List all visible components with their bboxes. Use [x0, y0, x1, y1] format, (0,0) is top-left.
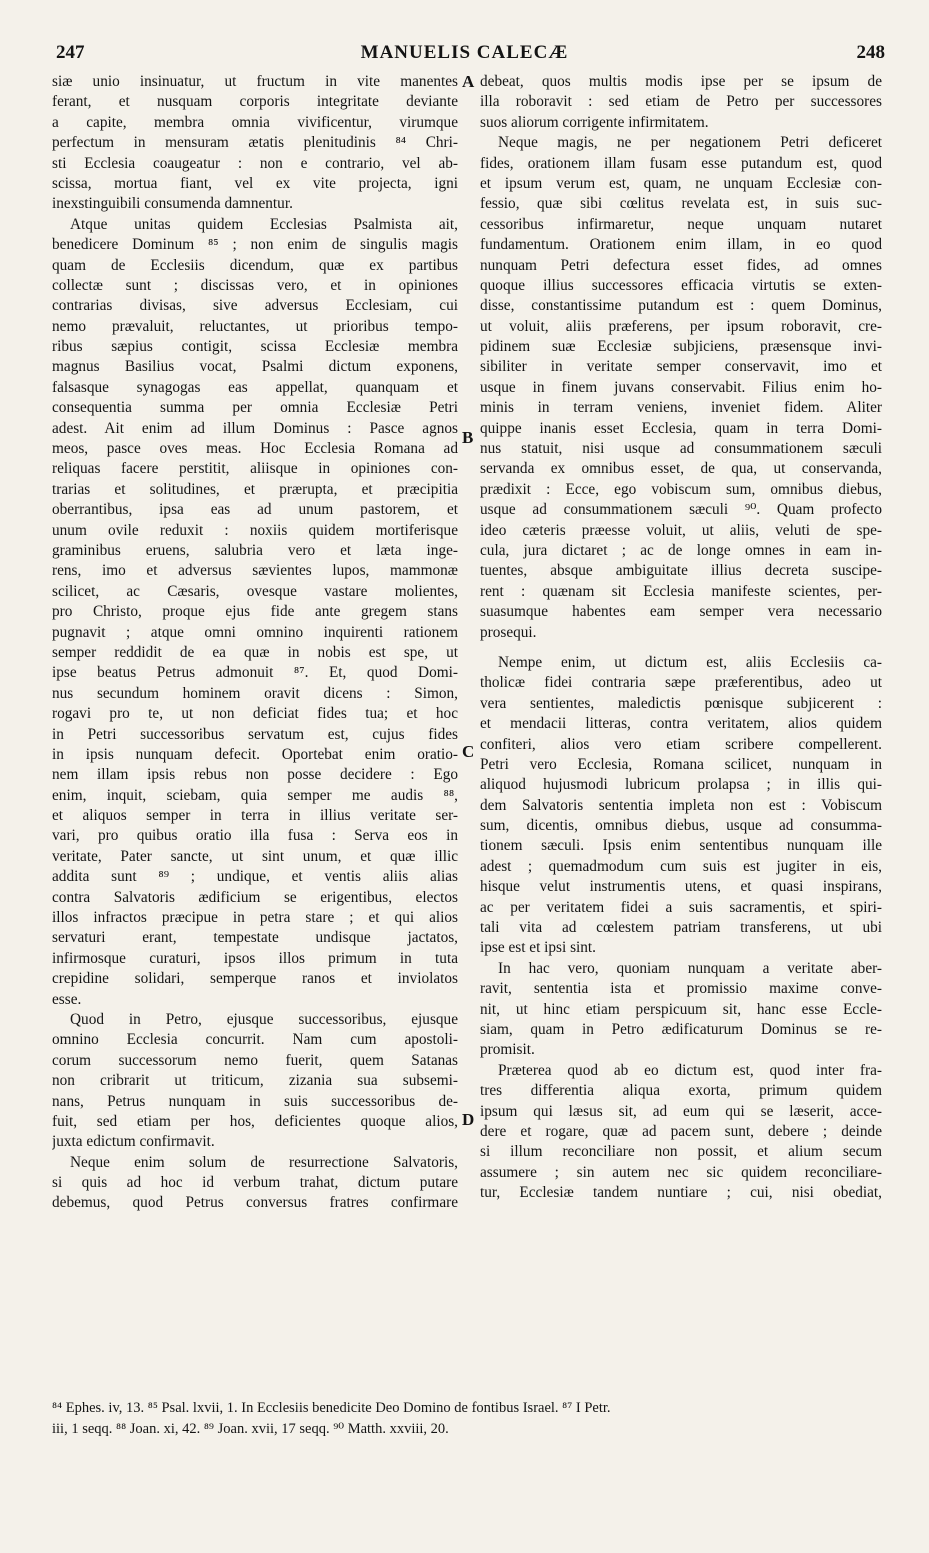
footnote-line: iii, 1 seqq. ⁸⁸ Joan. xi, 42. ⁸⁹ Joan. xvii, 17 seqq. ⁹⁰ Matth. xxviii, 20.	[52, 1421, 449, 1437]
text-line: non cribrarit ut triticum, zizania sua subsemi-	[52, 1072, 458, 1090]
text-line: omnino Ecclesia concurrit. Nam cum apostoli-	[52, 1031, 458, 1049]
text-line: illos infractos præcipue in petra stare ; et qui alios	[52, 909, 458, 927]
text-line: promisit.	[480, 1041, 535, 1059]
text-line: illa roboravit : sed etiam de Petro per successores	[480, 93, 882, 111]
text-line: et aliquos semper in terra in illius veritate ser-	[52, 807, 458, 825]
text-line: quam de Ecclesiis dicendum, quæ ex partibus	[52, 256, 458, 274]
text-line: nem illam ipsis rebus non posse decidere : Ego	[52, 766, 458, 784]
text-line: in Petri successoribus servatum est, cujus fides	[52, 725, 458, 743]
text-line: hisque velut instrumentis utens, et quasi inspirans,	[480, 878, 882, 896]
text-line: tali vita ad cœlestem patriam transferens, ut ubi	[480, 919, 882, 937]
text-line: Quod in Petro, ejusque successoribus, ejusque	[70, 1010, 458, 1028]
text-line: dere et rogare, quæ ad pacem sunt, debere ; deinde	[480, 1122, 882, 1140]
text-line: fessio, quæ sibi cœlitus revelata est, in suis suc-	[480, 195, 882, 213]
text-line: suos aliorum corrigente infirmitatem.	[480, 113, 709, 131]
margin-marker-a: A	[462, 72, 475, 91]
text-line: nus secundum hominem oravit dicens : Simon,	[52, 684, 458, 702]
text-line: semper reddidit de ea quæ in nobis est spe, ut	[52, 643, 458, 661]
text-line: pugnavit ; atque omni omnino inquirenti rationem	[52, 623, 458, 641]
text-line: cula, jura dictaret ; ac de longe omnes in eam in-	[480, 541, 882, 559]
text-line: prædixit : Ecce, ego vobiscum sum, omnibus diebus,	[480, 480, 882, 498]
text-line: contrarias divisas, sive adversus Ecclesiam, cui	[52, 297, 458, 315]
text-line: scilicet, ac Cæsaris, ovesque vastare molientes,	[52, 582, 458, 600]
right-column	[480, 72, 882, 1203]
footnotes	[52, 1398, 889, 1440]
text-line: juxta edictum confirmavit.	[52, 1133, 215, 1151]
text-line: rens, imo et adversus sævientes lupos, mammonæ	[52, 562, 458, 580]
text-line: infirmosque curaturi, ipsos illos primum in tuta	[52, 949, 458, 967]
text-line: et ipsum verum est, quam, ne unquam Ecclesiæ con-	[480, 174, 882, 192]
text-line: siæ unio insinuatur, ut fructum in vite manentes	[52, 73, 458, 90]
text-line: dem Salvatoris sententia impleta non est : Vobiscum	[480, 796, 882, 814]
text-line: reliquas facere perstitit, aliisque in opiniones con-	[52, 460, 458, 478]
text-line: Præterea quod ab eo dictum est, quod inter fra-	[498, 1061, 882, 1079]
text-line: collectæ sunt ; discissas vero, et in opiniones	[52, 276, 458, 294]
text-line: suasumque habentes eam semper vera necessario	[480, 603, 882, 621]
text-line: In hac vero, quoniam nunquam a veritate aber-	[498, 959, 882, 977]
text-line: crepidine solidari, semperque ranos et inviolatos	[52, 970, 458, 988]
text-line: ipsum qui læsus sit, ad eum qui se læserit, acce-	[480, 1102, 882, 1120]
text-line: tuentes, absque ambiguitate illius decreta suscipe-	[480, 562, 882, 580]
text-line: servaturi erant, tempestate undisque jactatos,	[52, 929, 458, 947]
footnote-line: ⁸⁴ Ephes. iv, 13. ⁸⁵ Psal. lxvii, 1. In Ecclesiis benedicite Deo Domino de fontibus Israel. ⁸⁷ I Petr.	[52, 1400, 611, 1416]
text-line: debeat, quos multis modis ipse per se ipsum de	[480, 73, 882, 90]
text-line: Petri vero Ecclesia, Romana scilicet, nunquam in	[480, 755, 882, 773]
text-line: trarias et solitudines, et prærupta, et præcipitia	[52, 480, 458, 498]
text-line: Nempe enim, ut dictum est, aliis Ecclesiis ca-	[498, 653, 882, 671]
text-line: ipse est et ipsi sint.	[480, 939, 596, 957]
text-line: vera sentientes, maledictis pœnisque subjicerent :	[480, 694, 882, 712]
text-line: contra Salvatoris ædificium se erigentibus, electos	[52, 888, 458, 906]
text-line: fuit, sed etiam per hos, deficientes quoque alios,	[52, 1112, 458, 1130]
text-line: magnus Basilius vocat, Psalmi dictum exponens,	[52, 358, 458, 376]
text-line: sti Ecclesia coaugeatur : non e contrario, vel ab-	[52, 154, 458, 172]
text-line: siam, quam in Petro ædificaturum Dominus se re-	[480, 1020, 882, 1038]
text-line: consequentia summa per omnia Ecclesiæ Petri	[52, 399, 458, 417]
text-line: ribus sæpius contigit, scissa Ecclesiæ membra	[52, 338, 458, 356]
text-line: nunquam Petri defectura esset fides, ad omnes	[480, 256, 882, 274]
right-page-number: 248	[856, 42, 885, 63]
text-line: rent : quænam sit Ecclesia manifeste scientes, per-	[480, 582, 882, 600]
left-column	[52, 72, 458, 1214]
text-line: cessoribus infirmaretur, neque unquam nutaret	[480, 215, 882, 233]
margin-marker-b: B	[462, 428, 474, 447]
text-line: Neque magis, ne per negationem Petri deficeret	[498, 134, 882, 152]
text-line: ac per veritatem fidei a suis sacramentis, et spiri-	[480, 898, 882, 916]
text-line: unum ovile reduxit : noxiis quidem mortiferisque	[52, 521, 458, 539]
text-line: scissa, mortua fiant, vel ex vite projecta, igni	[52, 174, 458, 192]
text-line: addita sunt ⁸⁹ ; undique, et ventis aliis alias	[52, 868, 458, 886]
text-line: adest. Ait enim ad illum Dominus : Pasce agnos	[52, 419, 458, 437]
text-line: Atque unitas quidem Ecclesias Psalmista ait,	[70, 215, 458, 233]
text-line: aliquod hujusmodi lubricum prolapsa ; in illis qui-	[480, 776, 882, 794]
text-line: oberrantibus, ipsa eas ad unum pastorem, et	[52, 501, 458, 519]
text-line: ut voluit, aliis præferens, per ipsum roboravit, cre-	[480, 317, 882, 335]
text-line: si quis ad hoc id verbum trahat, dictum putare	[52, 1174, 458, 1192]
text-line: servanda ex omnibus esset, de qua, ut conservanda,	[480, 460, 882, 478]
text-line: esse.	[52, 990, 82, 1008]
left-page-number: 247	[56, 42, 85, 63]
text-line: debemus, quod Petrus conversus fratres confirmare	[52, 1194, 458, 1212]
page-header	[40, 40, 889, 70]
text-line: quoque illius successores efficacia virtutis se exten-	[480, 276, 882, 294]
text-line: usque ad consummationem sæculi ⁹⁰. Quam profecto	[480, 501, 882, 519]
paragraph-gap	[480, 643, 882, 653]
text-line: adest ; quemadmodum cum suis est jugiter in eis,	[480, 857, 882, 875]
text-line: confiteri, alios vero etiam scribere compellerent.	[480, 735, 882, 753]
text-line: fides, orationem illam fusam esse putandum est, quod	[480, 154, 882, 172]
text-line: falsasque synagogas eas appellat, quanquam et	[52, 378, 458, 396]
text-line: tionem sæculi. Ipsis enim sententibus nunquam ille	[480, 837, 882, 855]
text-line: a capite, membra omnia vivificentur, virumque	[52, 113, 458, 131]
text-line: tholicæ fidei contraria sæpe præferentibus, adeo ut	[480, 674, 882, 692]
text-line: nit, ut hinc etiam perspicuum sit, hanc esse Eccle-	[480, 1000, 882, 1018]
text-line: corum successorum nemo fuerit, quem Satanas	[52, 1051, 458, 1069]
margin-marker-c: C	[462, 742, 475, 761]
text-line: meos, pasce oves meas. Hoc Ecclesia Romana ad	[52, 440, 458, 458]
text-line: graminibus eruens, salubria vero et læta inge-	[52, 541, 458, 559]
text-line: prosequi.	[480, 623, 537, 641]
margin-marker-d: D	[462, 1110, 475, 1129]
text-line: in ipsis nunquam defecit. Oportebat enim oratio-	[52, 745, 458, 763]
text-line: ipse beatus Petrus admonuit ⁸⁷. Et, quod Domi-	[52, 664, 458, 682]
text-line: sibiliter in veritate semper conservavit, imo et	[480, 358, 882, 376]
text-line: veritate, Pater sancte, ut sint unum, et quæ illic	[52, 847, 458, 865]
text-line: pro Christo, proque ejus fide ante gregem stans	[52, 603, 458, 621]
text-line: quippe inanis esset Ecclesia, quam in terra Domi-	[480, 419, 882, 437]
running-title: MANUELIS CALECÆ	[360, 42, 569, 63]
text-line: ferant, et nusquam corporis integritate deviante	[52, 93, 458, 111]
text-line: sum, dicentis, omnibus diebus, usque ad consumma-	[480, 817, 882, 835]
text-line: ideo cæteris præesse voluit, ut aliis, veluti de spe-	[480, 521, 882, 539]
text-line: perfectum in mensuram ætatis plenitudinis ⁸⁴ Chri-	[52, 134, 458, 152]
text-line: si illum reconciliare non possit, et alium secum	[480, 1143, 882, 1161]
text-line: rogavi pro te, ut non deficiat fides tua; et hoc	[52, 705, 458, 723]
text-line: ravit, sententia ista et promissio maxime conve-	[480, 980, 882, 998]
text-line: disse, constantissime putandum est : quem Dominus,	[480, 297, 882, 315]
text-line: nemo prævaluit, reluctantes, ut prioribus tempo-	[52, 317, 458, 335]
text-line: vari, pro quibus oratio illa fusa : Serva eos in	[52, 827, 458, 845]
text-line: tres differentia aliqua exorta, primum quidem	[480, 1082, 882, 1100]
text-line: nans, Petrus nunquam in suis successoribus de-	[52, 1092, 458, 1110]
text-line: tur, Ecclesiæ tandem nuntiare ; cui, nisi obediat,	[480, 1184, 882, 1202]
text-line: nus statuit, nisi usque ad consummationem sæculi	[480, 440, 882, 458]
text-line: inexstinguibili consumenda damnentur.	[52, 195, 293, 213]
text-line: assumere ; sin autem nec sic quidem reconciliare-	[480, 1163, 882, 1181]
text-line: et mendacii litteras, contra veritatem, alios quidem	[480, 715, 882, 733]
text-line: fundamentum. Orationem enim illam, in eo quod	[480, 236, 882, 254]
text-line: minis in terram veniens, inveniet fidem. Aliter	[480, 399, 882, 417]
text-line: Neque enim solum de resurrectione Salvatoris,	[70, 1153, 458, 1171]
text-line: pidinem suæ Ecclesiæ subjiciens, præsensque invi-	[480, 338, 882, 356]
text-line: usque in finem juvans conservabit. Filius enim ho-	[480, 378, 882, 396]
text-line: enim, inquit, sciebam, quia semper me audis ⁸⁸,	[52, 786, 458, 804]
text-line: benedicere Dominum ⁸⁵ ; non enim de singulis magis	[52, 236, 458, 254]
